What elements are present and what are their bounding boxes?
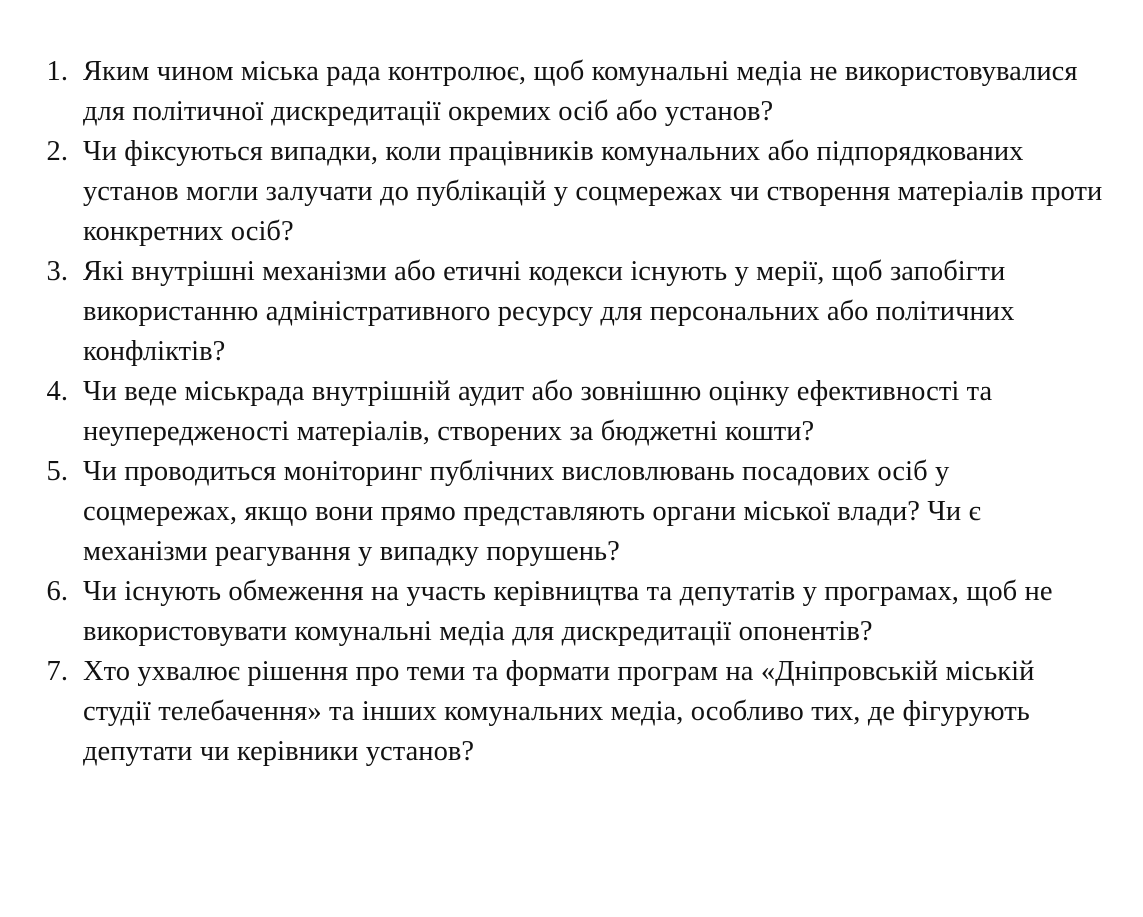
list-item [38,372,1105,452]
list-item-marker: 5. [46,456,68,487]
list-item-marker: 7. [46,656,68,687]
list-item-marker: 6. [46,576,68,607]
list-item-text: Чи веде міськрада внутрішній аудит або зовнішню оцінку ефективності та неупередженості матеріалів, створених за бюджетні кошти? [83,376,993,447]
list-item-text: Чи фіксуються випадки, коли працівників комунальних або підпорядкованих установ могли залучати до публікацій у соцмережах чи створення матеріалів проти конкретних осіб? [83,136,1103,247]
list-item-text: Які внутрішні механізми або етичні кодекси існують у мерії, щоб запобігти використанню адміністративного ресурсу для персональних або політичних конфліктів? [83,256,1015,367]
list-item [38,572,1105,652]
list-item-marker: 2. [46,136,68,167]
list-item [38,252,1105,372]
list-item-text: Чи проводиться моніторинг публічних висловлювань посадових осіб у соцмережах, якщо вони прямо представляють органи міської влади? Чи є механізми реагування у випадку порушень? [83,456,981,567]
list-item-text: Хто ухвалює рішення про теми та формати програм на «Дніпровській міській студії телебачення» та інших комунальних медіа, особливо тих, де фігурують депутати чи керівники установ? [83,656,1035,767]
question-list [38,52,1105,772]
list-item-marker: 4. [46,376,68,407]
list-item-text: Яким чином міська рада контролює, щоб комунальні медіа не використовувалися для політичної дискредитації окремих осіб або установ? [83,56,1078,127]
list-item-text: Чи існують обмеження на участь керівництва та депутатів у програмах, щоб не використовувати комунальні медіа для дискредитації опонентів? [83,576,1053,647]
list-item [38,652,1105,772]
list-item-marker: 1. [46,56,68,87]
list-item-marker: 3. [46,256,68,287]
list-item [38,452,1105,572]
list-item [38,52,1105,132]
list-item [38,132,1105,252]
